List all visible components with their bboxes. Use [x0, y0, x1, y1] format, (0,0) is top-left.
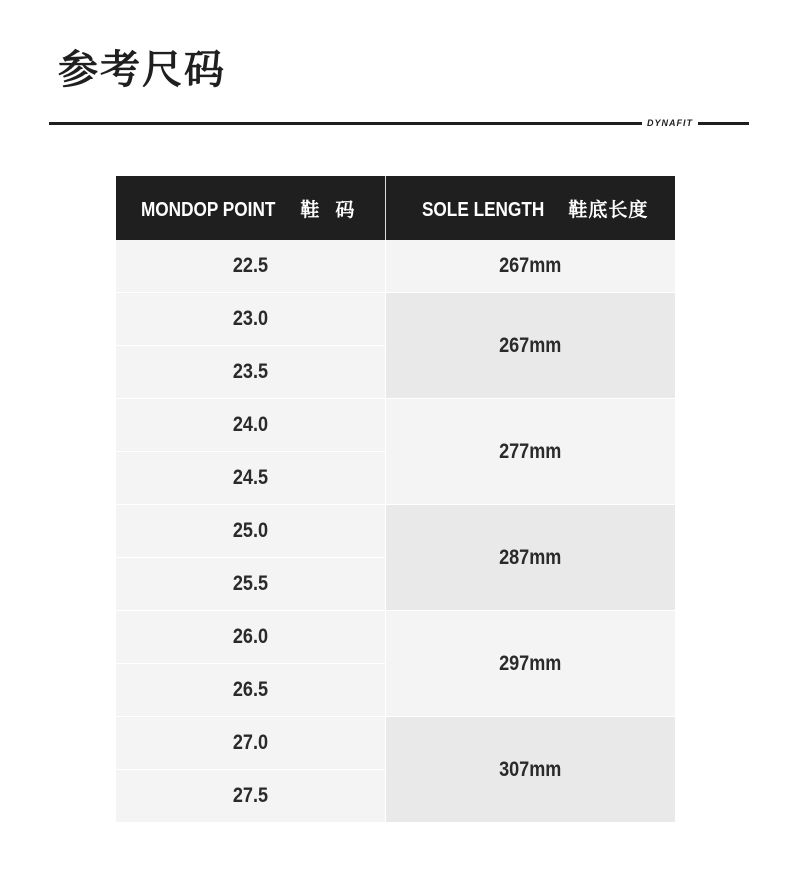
mondo-point-value: 27.0	[232, 731, 268, 754]
table-row	[116, 505, 675, 558]
mondo-point-cell	[116, 399, 385, 452]
mondo-point-value: 23.5	[232, 360, 268, 383]
table-header-row	[116, 176, 675, 240]
mondo-point-value: 25.0	[232, 519, 268, 542]
sole-length-cell	[385, 611, 675, 717]
mondo-point-cell	[116, 346, 385, 399]
mondo-point-cell	[116, 452, 385, 505]
sole-length-value: 297mm	[499, 651, 562, 675]
sole-length-value: 277mm	[499, 439, 562, 463]
mondo-point-cell	[116, 664, 385, 717]
brand-logo: DYNAFIT	[647, 118, 693, 128]
page-title: 参考尺码	[58, 47, 226, 93]
table-row	[116, 240, 675, 293]
sole-length-cell	[385, 240, 675, 293]
mondo-point-cell	[116, 505, 385, 558]
table-row	[116, 293, 675, 346]
mondo-point-value: 24.5	[232, 466, 268, 489]
mondo-point-value: 26.0	[232, 625, 268, 648]
size-chart-table	[116, 176, 675, 823]
divider-rule-left	[49, 122, 642, 125]
mondo-point-value: 22.5	[232, 254, 268, 277]
mondo-header-cn: 鞋码	[300, 198, 371, 221]
table-row	[116, 717, 675, 770]
mondo-point-cell	[116, 240, 385, 293]
mondo-point-value: 23.0	[232, 307, 268, 330]
mondo-point-cell	[116, 293, 385, 346]
column-header-sole-length	[385, 176, 675, 240]
mondo-point-value: 25.5	[232, 572, 268, 595]
sole-length-value: 267mm	[499, 254, 562, 277]
sole-header-en: SOLE LENGTH	[422, 198, 545, 221]
sole-length-value: 267mm	[499, 333, 562, 357]
mondo-header-en: MONDOP POINT	[141, 198, 276, 221]
header-divider	[49, 118, 749, 128]
mondo-point-cell	[116, 770, 385, 823]
mondo-point-cell	[116, 717, 385, 770]
sole-length-value: 307mm	[499, 757, 562, 781]
sole-length-cell	[385, 717, 675, 823]
table-row	[116, 399, 675, 452]
sole-length-cell	[385, 293, 675, 399]
mondo-point-value: 26.5	[232, 678, 268, 701]
mondo-point-value: 24.0	[232, 413, 268, 436]
sole-length-cell	[385, 399, 675, 505]
sole-header-cn: 鞋底长度	[568, 198, 649, 221]
column-header-mondo-point	[116, 176, 385, 240]
table-body	[116, 240, 675, 823]
divider-rule-right	[698, 122, 749, 125]
sole-length-cell	[385, 505, 675, 611]
mondo-point-cell	[116, 611, 385, 664]
sole-length-value: 287mm	[499, 545, 562, 569]
table-row	[116, 611, 675, 664]
mondo-point-value: 27.5	[232, 784, 268, 807]
mondo-point-cell	[116, 558, 385, 611]
